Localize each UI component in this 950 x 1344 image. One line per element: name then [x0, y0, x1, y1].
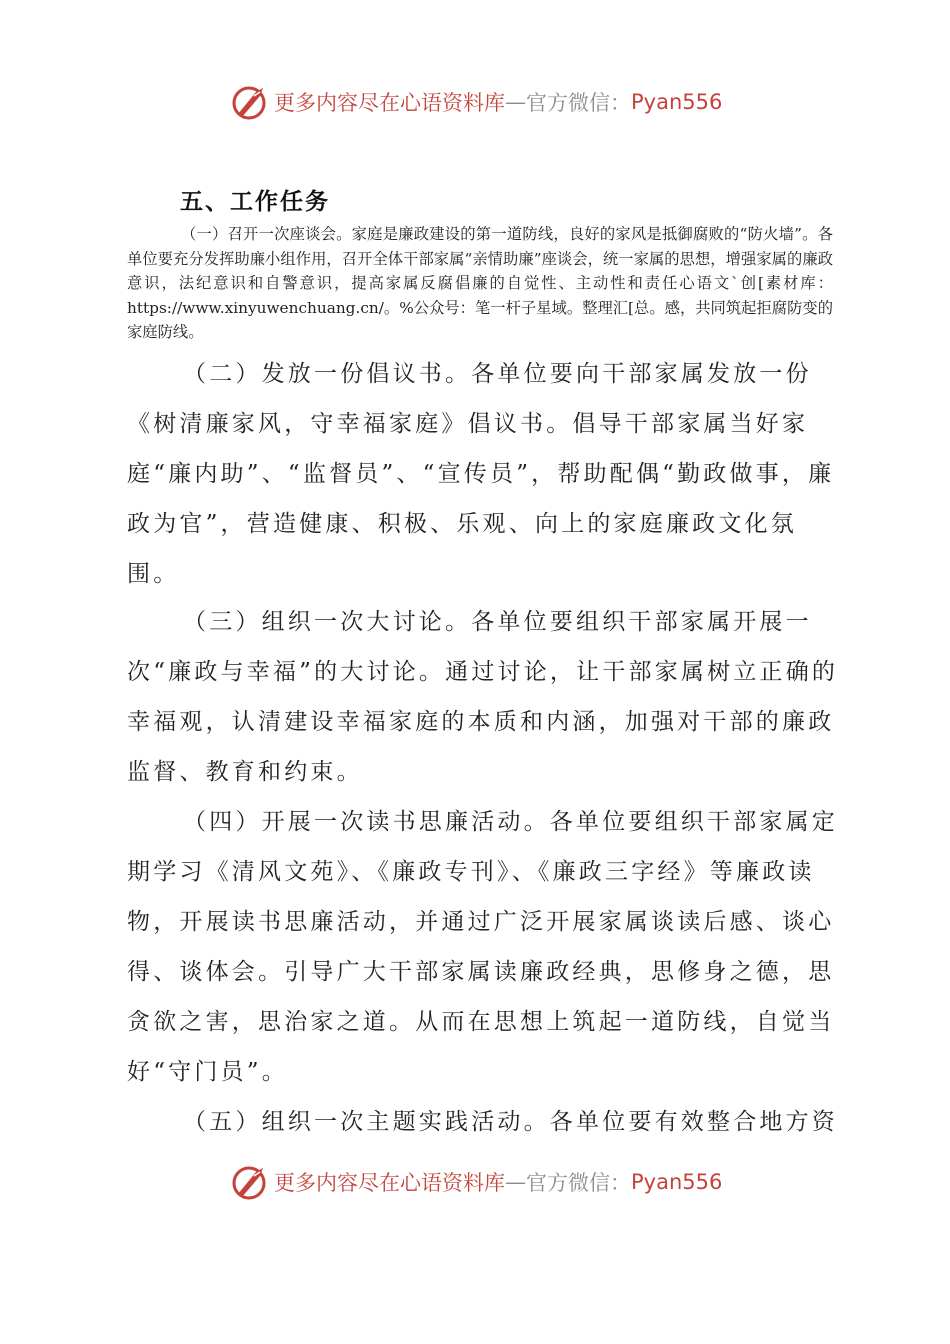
section-title: 五、工作任务 [180, 189, 330, 215]
banner-wechat-id: Pyan556 [631, 1170, 723, 1194]
banner-wechat-id: Pyan556 [631, 90, 723, 114]
paragraph-2: （二）发放一份倡议书。各单位要向干部家属发放一份《树清廉家风，守幸福家庭》倡议书。倡导干部家属当好家庭“廉内助”、“监督员”、“宣传员”，帮助配偶“勤政做事，廉政为官”，营造健康、积极、乐观、向上的家庭廉政文化氛围。 [127, 361, 835, 587]
banner-separator: — [505, 1170, 526, 1194]
banner-official-label: 官方微信： [526, 1171, 631, 1195]
paragraph-4: （四）开展一次读书思廉活动。各单位要组织干部家属定期学习《清风文苑》、《廉政专刊》、《廉政三字经》等廉政读物，开展读书思廉活动，并通过广泛开展家属谈读后感、谈心得、谈体会。引导广大干部家属读廉政经典，思修身之德，思贪欲之害，思治家之道。从而在思想上筑起一道防线，自觉当好“守门员”。 [127, 809, 838, 1085]
pen-nib-logo-icon [230, 82, 270, 122]
pen-nib-logo-icon [230, 1162, 270, 1202]
banner-site-text: 更多内容尽在心语资料库 [274, 91, 505, 115]
banner-separator: — [505, 90, 526, 114]
paragraph-5: （五）组织一次主题实践活动。各单位要有效整合地方资 [183, 1109, 838, 1135]
paragraph-3: （三）组织一次大讨论。各单位要组织干部家属开展一次“廉政与幸福”的大讨论。通过讨论，让干部家属树立正确的幸福观，认清建设幸福家庭的本质和内涵，加强对干部的廉政监督、教育和约束。 [127, 609, 839, 785]
footer-banner [230, 1162, 790, 1202]
banner-official-label: 官方微信： [526, 91, 631, 115]
header-banner [230, 82, 790, 122]
paragraph-1: （一）召开一次座谈会。家庭是廉政建设的第一道防线，良好的家风是抵御腐败的“防火墙”。各单位要充分发挥助廉小组作用，召开全体干部家属“亲情助廉”座谈会，统一家属的思想，增强家属的廉政意识，法纪意识和自警意识，提高家属反腐倡廉的自觉性、主动性和责任心语文`创[素材库：https://www.xinyuwenchuang.cn/。%公众号：笔一杆子星域。整理汇[总。感，共同筑起拒腐防变的家庭防线。 [127, 225, 833, 341]
banner-site-text: 更多内容尽在心语资料库 [274, 1171, 505, 1195]
